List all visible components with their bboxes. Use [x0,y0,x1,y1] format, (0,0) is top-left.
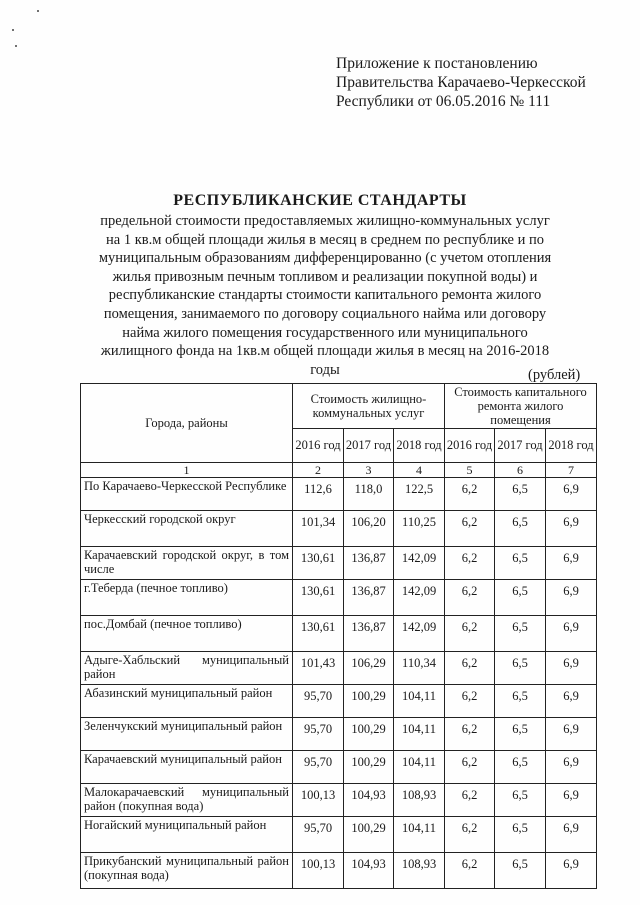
column-number: 5 [445,463,495,478]
row-value: 6,2 [445,718,495,751]
header-utilities: Стоимость жилищно-коммунальных услуг [293,384,445,429]
row-value: 104,11 [394,685,445,718]
row-value: 6,2 [445,511,495,547]
row-value: 6,5 [495,616,546,652]
row-value: 6,5 [495,817,546,853]
row-value: 6,9 [546,817,597,853]
table-row [81,685,597,718]
table-row [81,580,597,616]
row-value: 136,87 [344,580,394,616]
row-value: 95,70 [293,718,344,751]
row-value: 6,5 [495,718,546,751]
row-value: 106,20 [344,511,394,547]
row-name: Карачаевский муниципальный район [81,751,293,784]
table-row [81,853,597,889]
table-row [81,784,597,817]
column-number: 7 [546,463,597,478]
document-title: РЕСПУБЛИКАНСКИЕ СТАНДАРТЫ [173,192,467,209]
row-value: 104,11 [394,817,445,853]
row-value: 6,9 [546,616,597,652]
row-value: 6,9 [546,751,597,784]
row-name: Малокарачаевский муниципальный район (покупная вода) [81,784,293,817]
row-value: 100,29 [344,817,394,853]
column-number: 1 [81,463,293,478]
row-value: 142,09 [394,580,445,616]
row-value: 122,5 [394,478,445,511]
header-year: 2016 год [293,429,344,463]
table-row [81,511,597,547]
row-value: 101,34 [293,511,344,547]
row-name: Адыге-Хабльский муниципальный район [81,652,293,685]
row-value: 6,2 [445,685,495,718]
table-row [81,616,597,652]
row-value: 100,29 [344,751,394,784]
row-value: 6,2 [445,751,495,784]
row-value: 6,9 [546,784,597,817]
appendix-line: Приложение к постановлению [336,55,538,72]
table-body [81,478,597,889]
row-value: 110,25 [394,511,445,547]
row-value: 95,70 [293,685,344,718]
row-value: 142,09 [394,616,445,652]
row-value: 130,61 [293,616,344,652]
row-name: Ногайский муниципальный район [81,817,293,853]
unit-label: (рублей) [528,367,581,383]
header-year: 2017 год [495,429,546,463]
row-value: 100,13 [293,784,344,817]
row-value: 95,70 [293,817,344,853]
row-value: 118,0 [344,478,394,511]
row-value: 6,5 [495,685,546,718]
column-number: 4 [394,463,445,478]
row-name: Зеленчукский муниципальный район [81,718,293,751]
header-repair: Стоимость капитального ремонта жилого помещения [445,384,597,429]
row-value: 136,87 [344,616,394,652]
header-year: 2018 год [546,429,597,463]
row-value: 6,2 [445,853,495,889]
table-row [81,547,597,580]
row-value: 130,61 [293,580,344,616]
table-row [81,817,597,853]
scan-speck [37,10,39,12]
row-value: 6,9 [546,580,597,616]
row-value: 6,2 [445,652,495,685]
row-value: 100,13 [293,853,344,889]
column-number: 3 [344,463,394,478]
document-subtitle: предельной стоимости предоставляемых жилищно-коммунальных услуг на 1 кв.м общей площади жилья в месяц в среднем по республике и по муниципальным образованиям дифференцированно (с учетом отопления жилья привозным печным топливом и реализации покупной воды) и республиканские стандарты стоимости капитального ремонта жилого помещения, занимаемого по договору социального найма или договору найма жилого помещения государственного или муниципального жилищного фонда на 1кв.м общей площади жилья в месяц на 2016-2018 годы [98,213,552,378]
column-number: 6 [495,463,546,478]
row-value: 6,5 [495,751,546,784]
row-value: 6,5 [495,478,546,511]
row-value: 6,2 [445,547,495,580]
appendix-line: Республики от 06.05.2016 № 111 [336,93,551,110]
row-value: 104,11 [394,751,445,784]
row-value: 6,9 [546,685,597,718]
row-value: 104,11 [394,718,445,751]
row-value: 6,5 [495,652,546,685]
row-value: 6,9 [546,547,597,580]
table-row [81,652,597,685]
row-name: г.Теберда (печное топливо) [81,580,293,616]
scan-speck [12,29,14,31]
row-name: По Карачаево-Черкесской Республике [81,478,293,511]
row-value: 6,9 [546,511,597,547]
header-year: 2018 год [394,429,445,463]
header-city: Города, районы [81,384,293,463]
row-value: 110,34 [394,652,445,685]
table-row [81,718,597,751]
row-value: 136,87 [344,547,394,580]
column-number: 2 [293,463,344,478]
row-name: пос.Домбай (печное топливо) [81,616,293,652]
row-value: 130,61 [293,547,344,580]
row-name: Карачаевский городской округ, в том числе [81,547,293,580]
row-value: 108,93 [394,784,445,817]
row-value: 142,09 [394,547,445,580]
row-value: 95,70 [293,751,344,784]
header-year: 2017 год [344,429,394,463]
row-value: 100,29 [344,685,394,718]
appendix-line: Правительства Карачаево-Черкесской [336,74,586,91]
row-value: 6,5 [495,511,546,547]
row-name: Черкесский городской округ [81,511,293,547]
row-value: 101,43 [293,652,344,685]
row-value: 6,5 [495,547,546,580]
row-value: 6,2 [445,478,495,511]
row-value: 6,2 [445,580,495,616]
row-value: 108,93 [394,853,445,889]
row-value: 6,5 [495,853,546,889]
row-value: 6,2 [445,784,495,817]
scan-speck [15,45,17,47]
table-row [81,751,597,784]
row-name: Прикубанский муниципальный район (покупная вода) [81,853,293,889]
row-value: 6,2 [445,616,495,652]
row-value: 104,93 [344,784,394,817]
row-value: 112,6 [293,478,344,511]
standards-table [80,383,597,889]
row-value: 6,9 [546,652,597,685]
row-value: 6,5 [495,580,546,616]
row-value: 6,9 [546,718,597,751]
row-value: 106,29 [344,652,394,685]
row-value: 6,5 [495,784,546,817]
appendix-note [336,54,586,111]
table-row [81,478,597,511]
row-value: 6,9 [546,478,597,511]
row-value: 100,29 [344,718,394,751]
row-value: 6,2 [445,817,495,853]
row-value: 6,9 [546,853,597,889]
row-value: 104,93 [344,853,394,889]
header-year: 2016 год [445,429,495,463]
row-name: Абазинский муниципальный район [81,685,293,718]
